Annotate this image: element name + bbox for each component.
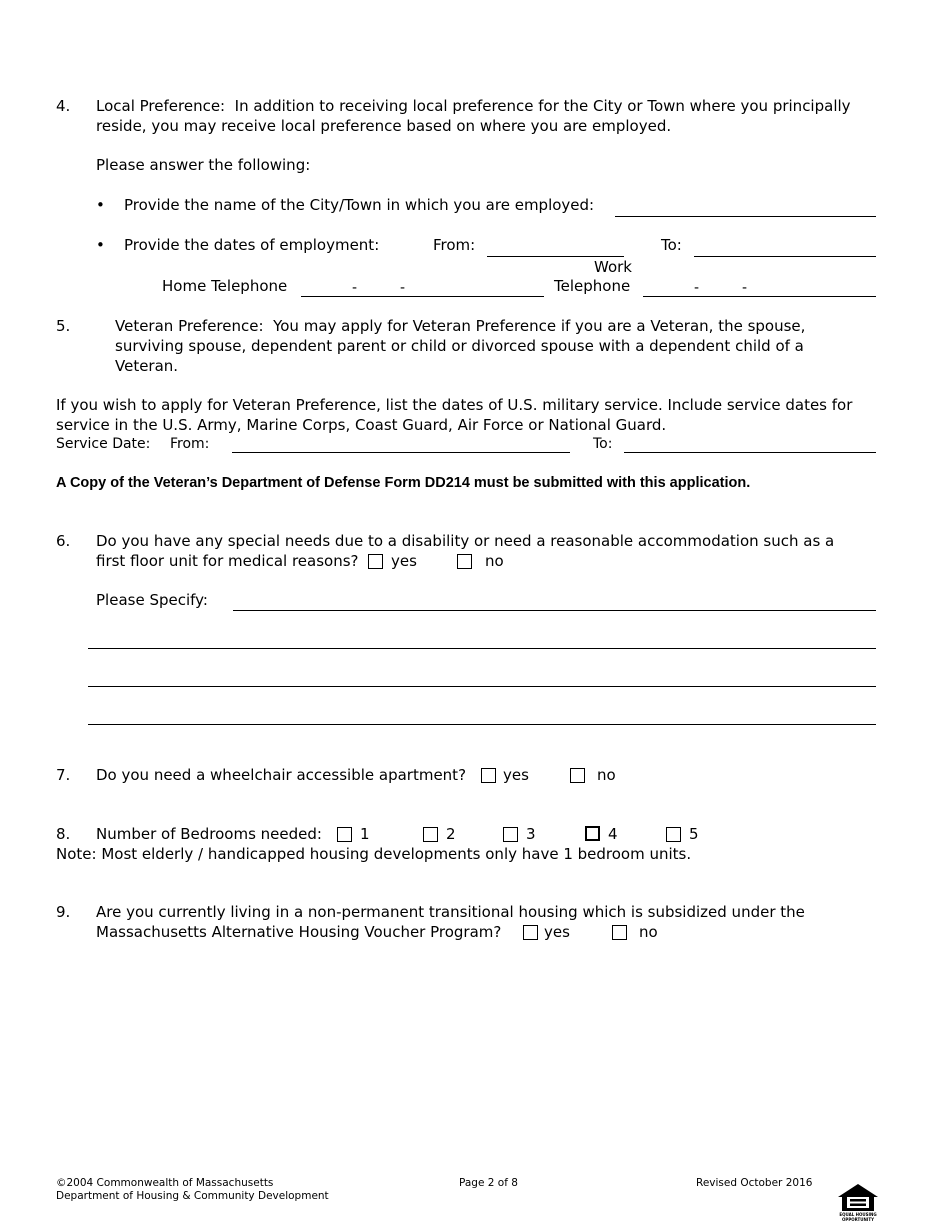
service-to-label: To: bbox=[593, 436, 613, 452]
home-telephone-field[interactable] bbox=[301, 296, 544, 297]
specify-field-line-1[interactable] bbox=[233, 610, 876, 611]
employment-to-field[interactable] bbox=[694, 256, 876, 257]
q5-line1 bbox=[115, 316, 805, 336]
footer-department: Department of Housing & Community Development bbox=[56, 1190, 329, 1202]
bedrooms-3-label: 3 bbox=[526, 825, 536, 843]
footer-copyright: ©2004 Commonwealth of Massachusetts bbox=[56, 1177, 274, 1189]
footer-revised: Revised October 2016 bbox=[696, 1177, 813, 1189]
service-to-field[interactable] bbox=[624, 452, 876, 453]
specify-field-line-2[interactable] bbox=[88, 648, 876, 649]
q8-note: Note: Most elderly / handicapped housing developments only have 1 bedroom units. bbox=[56, 845, 692, 863]
employment-from-label: From: bbox=[433, 236, 476, 254]
bedrooms-4-checkbox[interactable] bbox=[585, 826, 600, 841]
q5-number: 5. bbox=[56, 317, 71, 335]
dd214-note: A Copy of the Veteran’s Department of Defense Form DD214 must be submitted with this application. bbox=[56, 475, 751, 491]
work-telephone-field[interactable] bbox=[643, 296, 876, 297]
q7-yes-checkbox[interactable] bbox=[481, 768, 496, 783]
q4-number: 4. bbox=[56, 97, 71, 115]
q6-no-checkbox[interactable] bbox=[457, 554, 472, 569]
q6-text-line2: first floor unit for medical reasons? bbox=[96, 552, 359, 570]
please-specify-label: Please Specify: bbox=[96, 591, 208, 609]
q7-yes-label: yes bbox=[503, 766, 529, 784]
q6-number: 6. bbox=[56, 532, 71, 550]
q8-text: Number of Bedrooms needed: bbox=[96, 825, 322, 843]
employment-to-label: To: bbox=[661, 236, 682, 254]
q7-no-label: no bbox=[597, 766, 616, 784]
equal-housing-logo-text: EQUAL HOUSING OPPORTUNITY bbox=[839, 1212, 877, 1222]
home-telephone-label: Home Telephone bbox=[162, 277, 288, 295]
bedrooms-1-label: 1 bbox=[360, 825, 370, 843]
q7-text: Do you need a wheelchair accessible apartment? bbox=[96, 766, 467, 784]
service-date-label: Service Date: bbox=[56, 436, 151, 452]
phone-dash: - bbox=[352, 280, 358, 296]
footer-page: Page 2 of 8 bbox=[459, 1177, 518, 1189]
q9-yes-label: yes bbox=[544, 923, 570, 941]
q4-text-line1: In addition to receiving local preference for the City or Town where you principally bbox=[234, 97, 851, 115]
q7-no-checkbox[interactable] bbox=[570, 768, 585, 783]
service-from-field[interactable] bbox=[232, 452, 570, 453]
q5-text-line2: surviving spouse, dependent parent or child or divorced spouse with a dependent child of a bbox=[115, 337, 804, 355]
bedrooms-1-checkbox[interactable] bbox=[337, 827, 352, 842]
bullet-dot: • bbox=[96, 236, 105, 254]
q8-number: 8. bbox=[56, 825, 71, 843]
q4-please-answer: Please answer the following: bbox=[96, 156, 311, 174]
q7-number: 7. bbox=[56, 766, 71, 784]
bedrooms-5-label: 5 bbox=[689, 825, 699, 843]
specify-field-line-4[interactable] bbox=[88, 724, 876, 725]
phone-dash: - bbox=[742, 280, 748, 296]
equal-housing-logo-icon bbox=[836, 1182, 880, 1222]
q4-bullet2: Provide the dates of employment: bbox=[124, 236, 380, 254]
q9-no-label: no bbox=[639, 923, 658, 941]
q5-text-line3: Veteran. bbox=[115, 357, 179, 375]
q9-text-line2: Massachusetts Alternative Housing Voucher Program? bbox=[96, 923, 502, 941]
q4-bullet1: Provide the name of the City/Town in which you are employed: bbox=[124, 196, 595, 214]
q9-text-line1: Are you currently living in a non-permanent transitional housing which is subsidized under the bbox=[96, 903, 805, 921]
q5-heading: Veteran Preference: bbox=[115, 317, 264, 335]
bedrooms-5-checkbox[interactable] bbox=[666, 827, 681, 842]
bedrooms-3-checkbox[interactable] bbox=[503, 827, 518, 842]
bedrooms-4-label: 4 bbox=[608, 825, 618, 843]
work-label-top: Work bbox=[594, 258, 632, 276]
q4-text-line2: reside, you may receive local preference based on where you are employed. bbox=[96, 117, 672, 135]
q9-no-checkbox[interactable] bbox=[612, 925, 627, 940]
q5-text-line1: You may apply for Veteran Preference if you are a Veteran, the spouse, bbox=[273, 317, 806, 335]
phone-dash: - bbox=[694, 280, 700, 296]
service-from-label: From: bbox=[170, 436, 210, 452]
bullet-dot: • bbox=[96, 196, 105, 214]
q6-no-label: no bbox=[485, 552, 504, 570]
employer-city-field[interactable] bbox=[615, 216, 876, 217]
phone-dash: - bbox=[400, 280, 406, 296]
q9-number: 9. bbox=[56, 903, 71, 921]
q4-line1 bbox=[96, 96, 851, 116]
q6-text-line1: Do you have any special needs due to a disability or need a reasonable accommodation such as a bbox=[96, 532, 835, 550]
q5-para-line1: If you wish to apply for Veteran Preference, list the dates of U.S. military service. Include service dates for bbox=[56, 396, 853, 414]
q4-heading: Local Preference: bbox=[96, 97, 226, 115]
q9-yes-checkbox[interactable] bbox=[523, 925, 538, 940]
q6-yes-label: yes bbox=[391, 552, 417, 570]
bedrooms-2-label: 2 bbox=[446, 825, 456, 843]
bedrooms-2-checkbox[interactable] bbox=[423, 827, 438, 842]
q6-yes-checkbox[interactable] bbox=[368, 554, 383, 569]
work-label-bottom: Telephone bbox=[554, 277, 631, 295]
specify-field-line-3[interactable] bbox=[88, 686, 876, 687]
q5-para-line2: service in the U.S. Army, Marine Corps, Coast Guard, Air Force or National Guard. bbox=[56, 416, 667, 434]
